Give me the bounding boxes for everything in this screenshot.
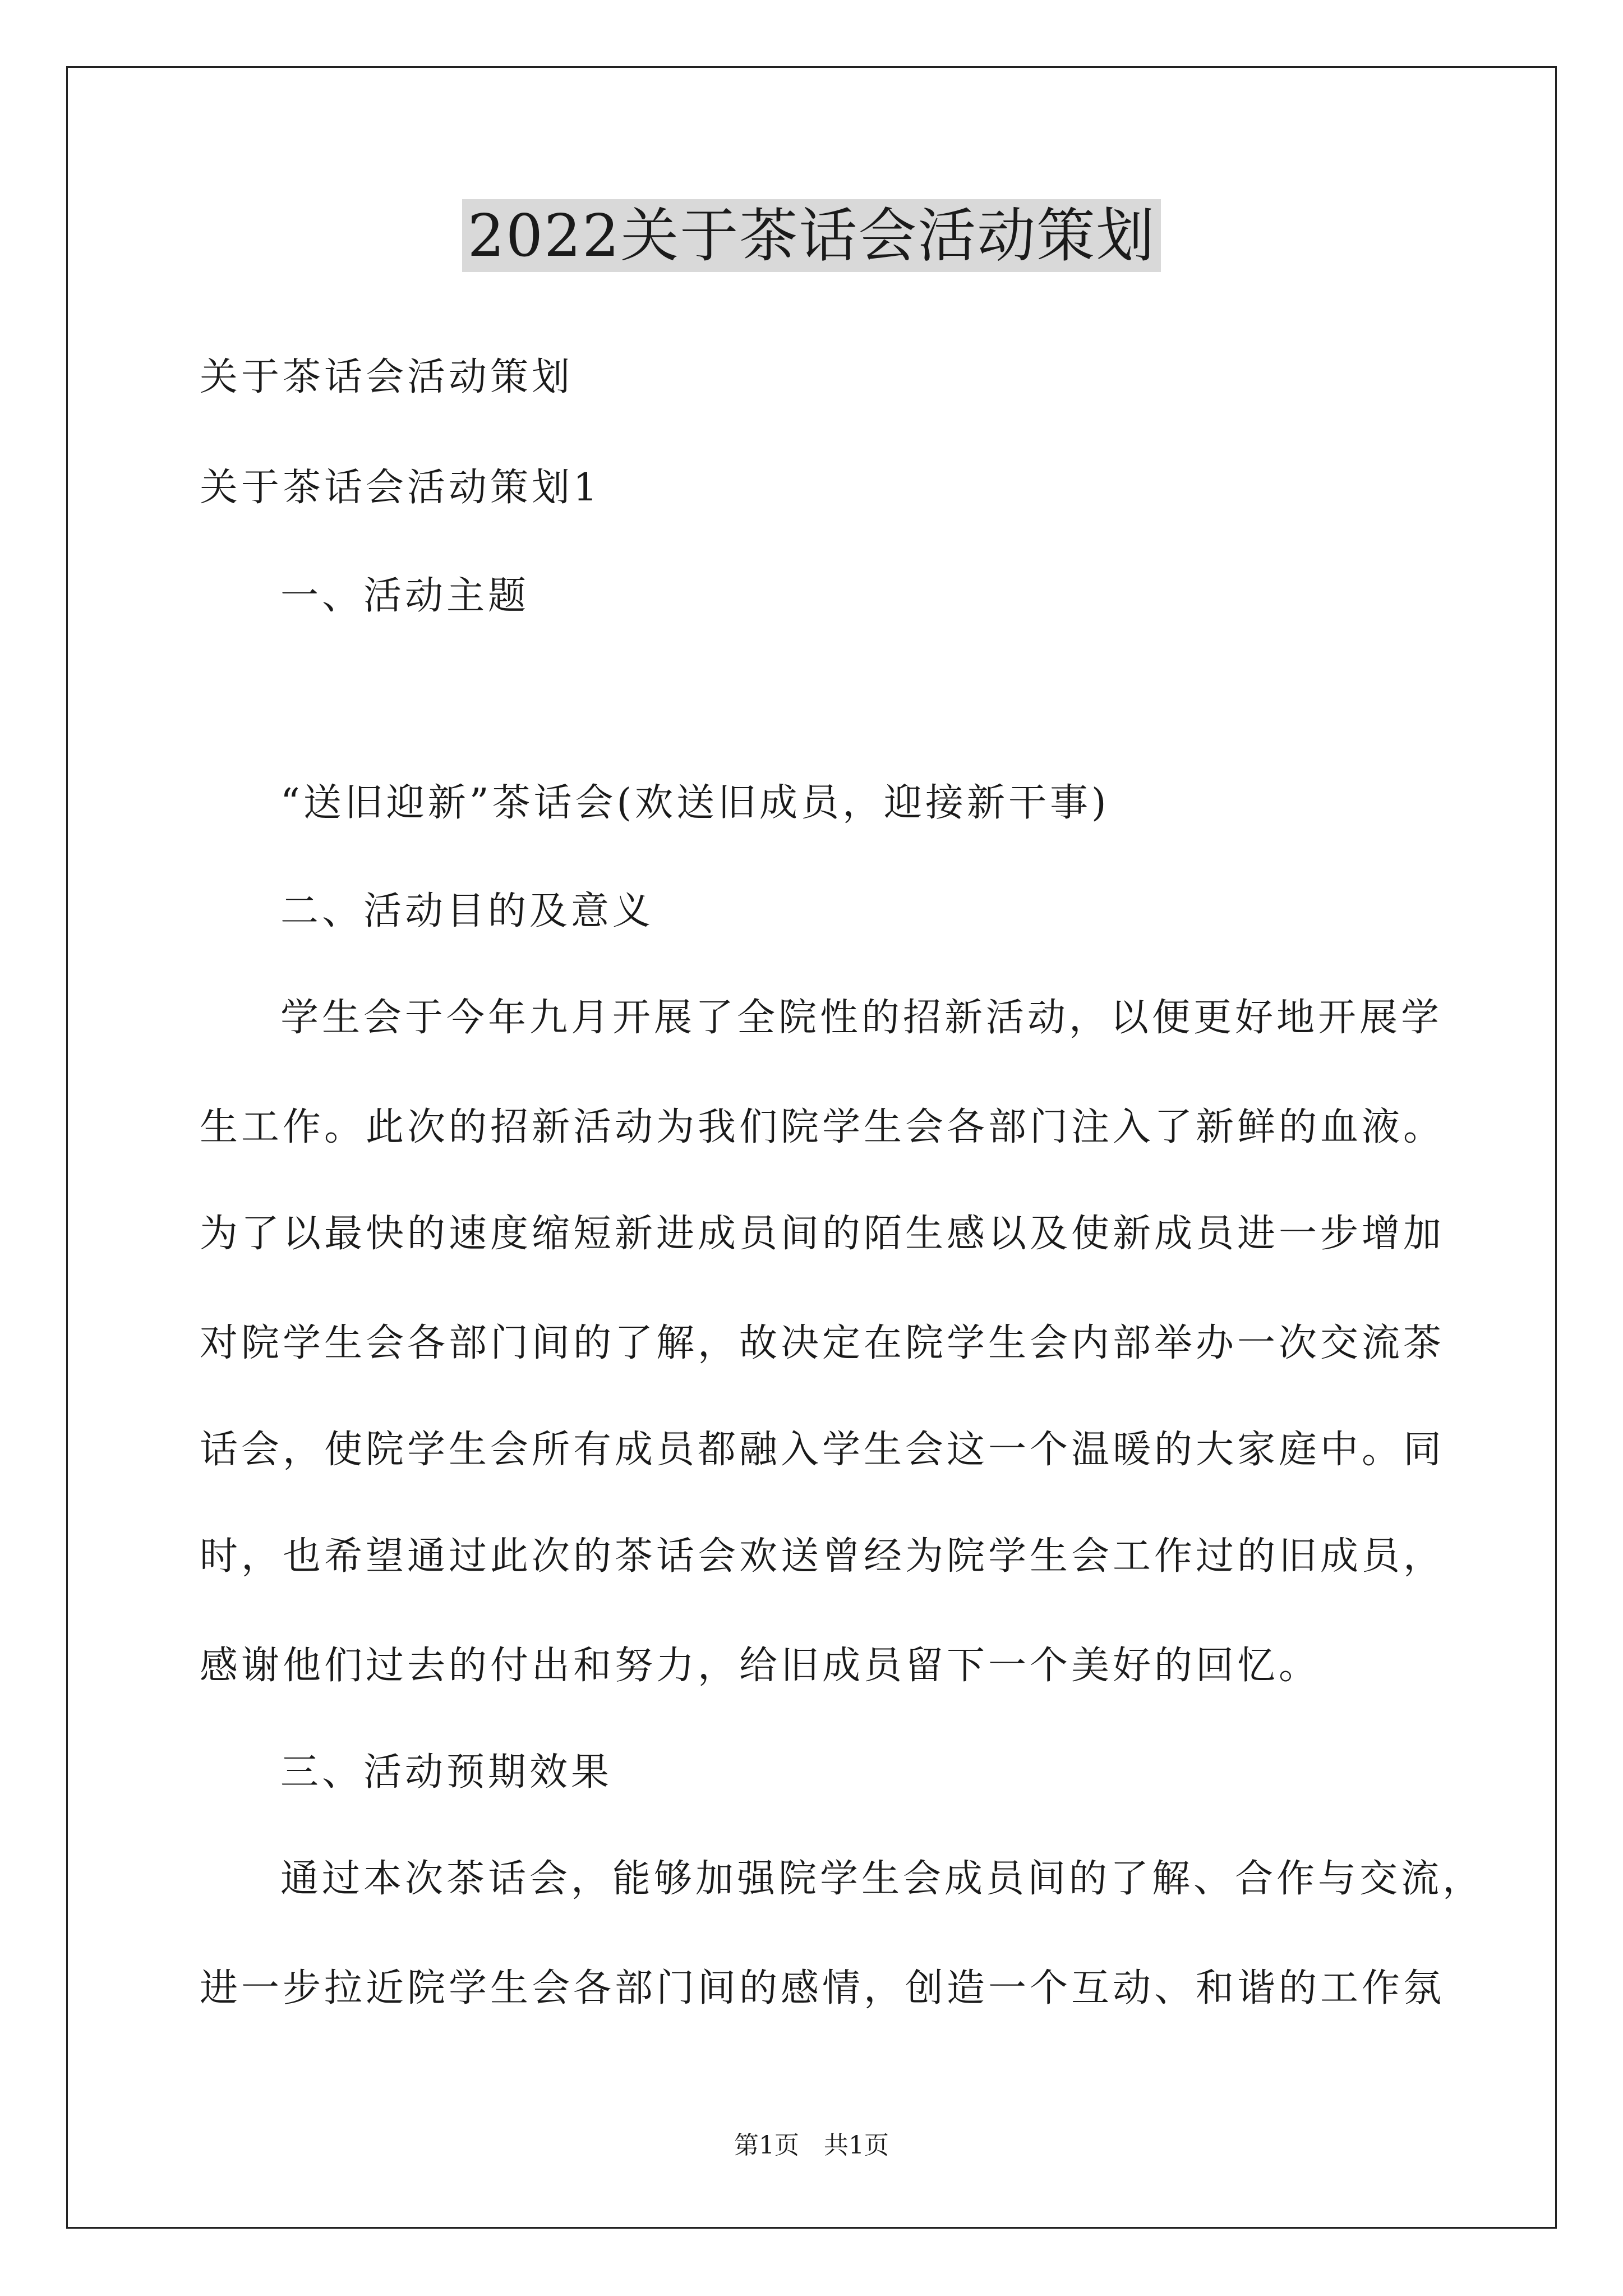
paragraph-line: 生工作。此次的招新活动为我们院学生会各部门注入了新鲜的血液。 bbox=[200, 1105, 1445, 1149]
paragraph-line: 对院学生会各部门间的了解，故决定在院学生会内部举办一次交流茶 bbox=[200, 1321, 1445, 1365]
paragraph-line: 学生会于今年九月开展了全院性的招新活动，以便更好地开展学 bbox=[280, 996, 1443, 1040]
paragraph-line: “送旧迎新”茶话会(欢送旧成员，迎接新干事) bbox=[280, 781, 1110, 825]
page-footer: 第1页 共1页 bbox=[734, 2131, 889, 2160]
paragraph-line: 话会，使院学生会所有成员都融入学生会这一个温暖的大家庭中。同 bbox=[200, 1428, 1445, 1472]
section-heading-2: 二、活动目的及意义 bbox=[280, 889, 654, 933]
paragraph-line: 通过本次茶话会，能够加强院学生会成员间的了解、合作与交流， bbox=[280, 1857, 1484, 1901]
paragraph-line: 感谢他们过去的付出和努力，给旧成员留下一个美好的回忆。 bbox=[200, 1644, 1321, 1688]
paragraph-line: 进一步拉近院学生会各部门间的感情，创造一个互动、和谐的工作氛 bbox=[200, 1966, 1445, 2010]
doc-subheading: 关于茶话会活动策划1 bbox=[200, 466, 601, 510]
paragraph-line: 为了以最快的速度缩短新进成员间的陌生感以及使新成员进一步增加 bbox=[200, 1212, 1445, 1256]
document-title: 2022关于茶话会活动策划 bbox=[0, 199, 1623, 272]
doc-heading: 关于茶话会活动策划 bbox=[200, 355, 574, 399]
paragraph-line: 时，也希望通过此次的茶话会欢送曾经为院学生会工作过的旧成员， bbox=[200, 1534, 1445, 1579]
section-heading-1: 一、活动主题 bbox=[280, 574, 530, 618]
section-heading-3: 三、活动预期效果 bbox=[280, 1750, 613, 1795]
